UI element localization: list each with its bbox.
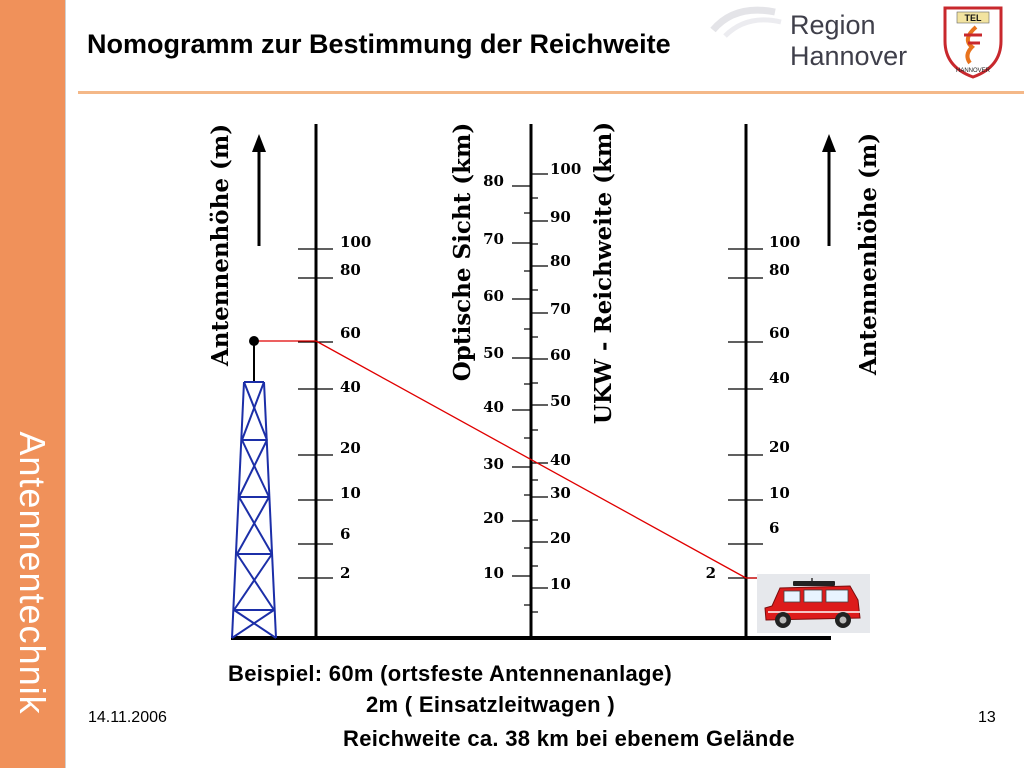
ukw-label-70: 70	[550, 300, 571, 318]
right-label-20: 20	[769, 438, 790, 456]
left-axis-title: Antennenhöhe (m)	[207, 123, 234, 367]
ukw-label-30: 30	[550, 484, 571, 502]
right-up-arrow-icon	[822, 134, 836, 246]
right-label-40: 40	[769, 369, 790, 387]
optical-axis-title: Optische Sicht (km)	[449, 122, 476, 382]
optical-label-60: 60	[483, 287, 504, 305]
ukw-label-60: 60	[550, 346, 571, 364]
ukw-label-40: 40	[550, 451, 571, 469]
ukw-axis-title: UKW - Reichweite (km)	[590, 121, 617, 425]
optical-label-80: 80	[483, 172, 504, 190]
right-label-6: 6	[769, 519, 780, 537]
ukw-ticks	[531, 174, 548, 612]
left-label-6: 6	[340, 525, 351, 543]
left-label-80: 80	[340, 261, 361, 279]
sidebar-label: Antennentechnik	[12, 431, 53, 715]
example-line-2: 2m ( Einsatzleitwagen )	[366, 692, 615, 717]
right-label-100: 100	[769, 233, 801, 251]
right-label-60: 60	[769, 324, 790, 342]
left-label-10: 10	[340, 484, 361, 502]
left-label-60: 60	[340, 324, 361, 342]
right-axis-title: Antennenhöhe (m)	[855, 132, 882, 376]
ukw-label-100: 100	[550, 160, 582, 178]
badge-bottom-text: HANNOVER	[955, 68, 991, 74]
optical-label-30: 30	[483, 455, 504, 473]
antenna-tower-icon	[232, 336, 276, 638]
left-label-2: 2	[340, 564, 351, 582]
optical-ticks	[512, 186, 531, 605]
ukw-label-80: 80	[550, 252, 571, 270]
fire-vehicle-icon	[757, 574, 870, 633]
example-line-3: Reichweite ca. 38 km bei ebenem Gelände	[343, 726, 795, 751]
left-label-40: 40	[340, 378, 361, 396]
page-title: Nomogramm zur Bestimmung der Reichweite	[87, 29, 671, 59]
optical-label-70: 70	[483, 230, 504, 248]
ukw-label-90: 90	[550, 208, 571, 226]
ukw-label-10: 10	[550, 575, 571, 593]
left-label-20: 20	[340, 439, 361, 457]
right-label-10: 10	[769, 484, 790, 502]
badge-top-text: TEL	[964, 13, 982, 23]
left-up-arrow-icon	[252, 134, 266, 246]
logo-line-2: Hannover	[790, 41, 908, 71]
ukw-label-50: 50	[550, 392, 571, 410]
right-label-80: 80	[769, 261, 790, 279]
footer-page-number: 13	[978, 709, 996, 726]
right-label-2: 2	[705, 564, 716, 582]
ukw-label-20: 20	[550, 529, 571, 547]
logo-line-1: Region	[790, 10, 876, 40]
footer-date: 14.11.2006	[88, 709, 167, 726]
example-line-1: Beispiel: 60m (ortsfeste Antennenanlage)	[228, 661, 672, 686]
optical-label-20: 20	[483, 509, 504, 527]
left-label-100: 100	[340, 233, 372, 251]
optical-label-10: 10	[483, 564, 504, 582]
optical-label-40: 40	[483, 398, 504, 416]
optical-label-50: 50	[483, 344, 504, 362]
